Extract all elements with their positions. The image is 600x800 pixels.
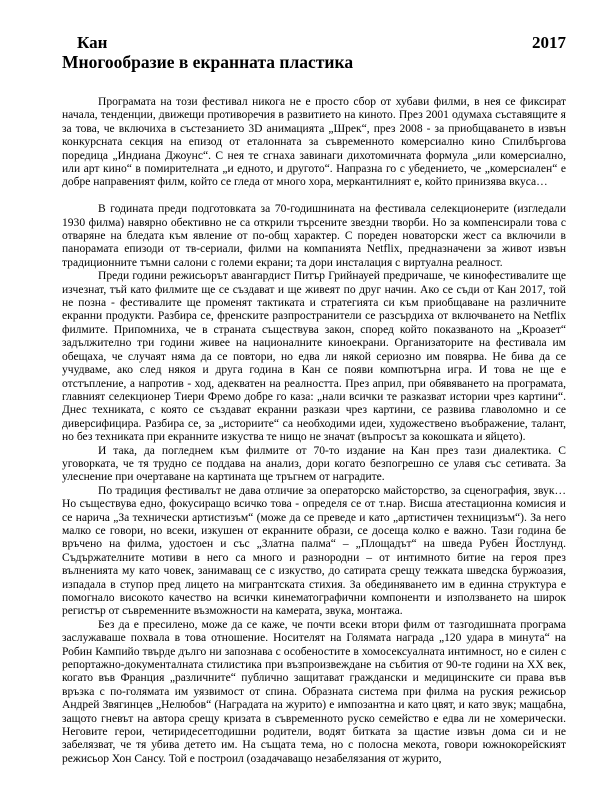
festival-name: Кан [77,33,108,52]
paragraph-intro: Програмата на този фестивал никога не е просто сбор от хубави филми, в нея се фиксират начала, тенденции, движещи противоречия в развитието на киното. През 2001 одумаха съставящите я за това, че включиха в състезанието 3D анимацията „Шрек“, през 2008 - за приобщаването в извън конкурсната секция на епизод от еталонната за съвременното комерсиално кино Спилбъргова поредица „Индиана Джоунс“. С нея те сгнаха завинаги дихотомичната формула „или комерсиално, или арт кино“ в помирителната „и едното, и другото“. Напразна го с убедението, че „комерсиален“ е добре направеният филм, който се гледа от много хора, меркантилният е, който принизява вкуса… [62,96,566,189]
year: 2017 [532,33,566,52]
article-body [62,96,566,766]
paragraph-greenaway: Преди години режисьорът авангардист Питър Грийнауей предричаше, че кинофестивалите ще изчезнат, тъй като филмите ще се създават и ще живеят по друг начин. Ако се съди от Кан 2017, той не позна - фестивалите ще променят тактиката и стратегията си към приобщаване на различните екранни продукти. Разбира се, френските разпространители се разсърдиха от включването на Netflix филмите. Припомниха, че в страната съществува закон, според който показваното на „Кроазет“ задължително три години живее на националните киноекрани. Организаторите на фестивала им обещаха, че случаят няма да се повтори, но едва ли някой сериозно им повярва. Не бива да се учудваме, ако след някоя и друга година в Кан се появи компютърна игра. И това не ще е отстъпление, а напротив - ход, адекватен на реалността. През април, при обявяването на програмата, главният селекционер Тиери Фремо добре го каза: „нали всички те разказват истории чрез картини“. Днес техниката, с която се създават екранни разкази чрез картини, се развива главоломно и се диверсифицира. Разбира се, за „историите“ са необходими идеи, художествено въображение, талант, но без техниката при екранните изкуства те нищо не значат (въпросът за кокошката и яйцето). [62,270,566,444]
paragraph-program: Без да е пресилено, може да се каже, че почти всеки втори филм от тазгодишната програма заслужаваше похвала в това отношение. Носителят на Голямата награда „120 удара в минута“ на Робин Кампийо твърде дълго ни запознава с особеностите в хомосексуалната интимност, но е силен с репортажно-документалната стилистика при възпроизвеждане на събития от 90-те години на ХХ век, когато във Франция „различните“ публично защитават граждански и медицинските си права във връзка с по-голямата им уязвимост от спина. Образната система при филма на руския режисьор Андрей Звягинцев „Нелюбов“ (Наградата на журито) е импозантна и като цвят, и като звук; мащабна, защото гневът на автора срещу кризата в съвременното руско семейство е едва ли не хомерически. Неговите герои, четиридесетгодишни родители, водят битката за щастие извън дома си и не забелязват, че тя убива детето им. На същата тема, но с полосна мекота, говори южнокорейският режисьор Хон Сансу. Той е построил (озадачаващо незабелязания от журито, [62,618,566,765]
article-title: Многообразие в екранната пластика [62,52,354,72]
paragraph-dialectics: И така, да погледнем към филмите от 70-то издание на Кан през тази диалектика. С уговорката, че тя трудно се поддава на анализ, дори когато безпогрешно се улавя със сетивата. За улеснение при очертаване на картината ще тръгнем от наградите. [62,444,566,484]
document-page [62,0,566,800]
paragraph-technical-award: По традиция фестивалът не дава отличие за операторско майсторство, за сценография, звук… Но съществува едно, фокусиращо всичко това - определя се от т.нар. Висша атестационна комисия и се нарича „За технически артистизъм“ (може да се преведе и като „артистичен техницизъм“). За него малко се говори, но всеки, изкушен от екранните образи, се досеща колко е важно. Тази година бе връчено на филма, удостоен и със „Златна палма“ – „Площадът“ на шведа Рубен Йостлунд. Съдържателните мотиви в него са много и разнородни – от интимното битие на героя през вълненията му като човек, занимаващ се с изкуство, до сатирата срещу тежката шведска буржоазия, изпадала в ступор пред лицето на мигрантската стихия. За обединяването им в единна структура е помогнало високото качество на всички кинематографични компоненти и използването на широк регистър от съвременните възможности на камерата, звука, монтажа. [62,484,566,618]
paragraph-selection: В годината преди подготовката за 70-годишнината на фестивала селекционерите (изгледали 1930 филма) навярно обективно не са открили търсените звездни творби. Но за компенсирали това с отваряне на бледата към явление от по-общ характер. С пореден новаторски жест са включили в панорамата епизоди от тв-сериали, филми на компанията Netflix, предназначени за живот извън традиционните тъмни салони с големи екрани; та дори инсталация с виртуална реалност. [62,203,566,269]
